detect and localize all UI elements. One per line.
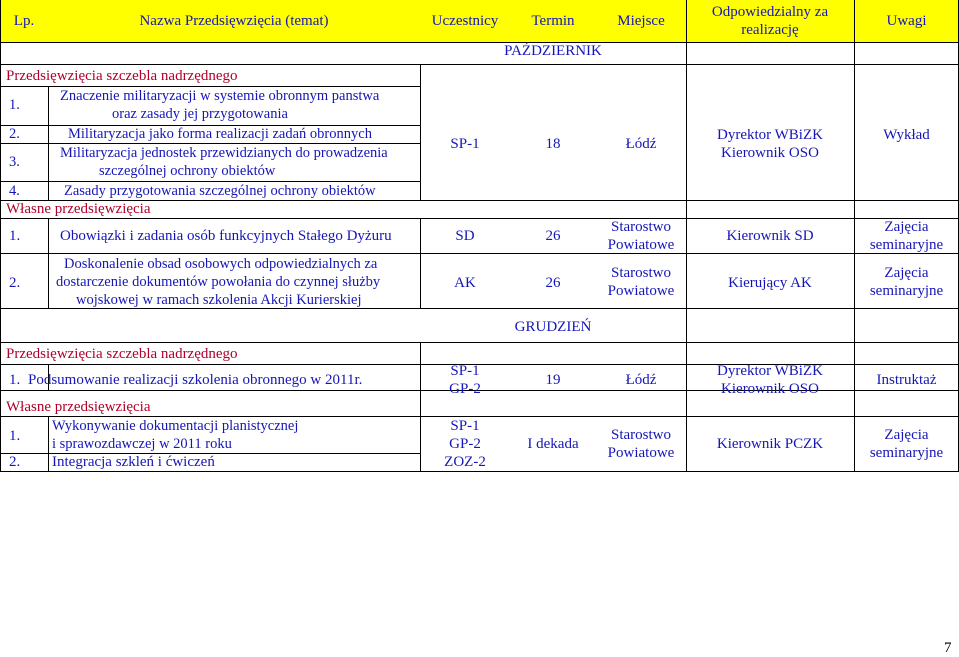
october-item-text: Militaryzacja jako forma realizacji zadań obronnych <box>68 126 372 142</box>
october-item-text: Militaryzacja jednostek przewidzianych do prowadzenia <box>60 145 388 161</box>
grid-hline <box>0 64 959 65</box>
october-higher-date: 18 <box>545 136 561 152</box>
october-own-notes: seminaryjne <box>869 283 944 299</box>
december-own-text: Integracja szkleń i ćwiczeń <box>52 454 215 470</box>
october-own-responsible: Kierujący AK <box>728 275 812 291</box>
december-higher-participants: GP-2 <box>449 381 481 397</box>
grid-hline <box>0 218 959 219</box>
december-item-text: Podsumowanie realizacji szkolenia obronnego w 2011r. <box>28 372 363 388</box>
header-notes: Uwagi <box>886 13 927 29</box>
october-own-place: Powiatowe <box>607 237 675 253</box>
october-item-text: szczególnej ochrony obiektów <box>99 163 276 179</box>
grid-vline <box>48 416 49 472</box>
october-item-num: 4. <box>9 183 20 199</box>
december-item-num: 1. <box>9 372 21 388</box>
december-own-title: Własne przedsięwzięcia <box>6 399 151 415</box>
grid-hline <box>0 253 959 254</box>
october-own-notes: Zajęcia <box>884 265 929 281</box>
october-own-participants: AK <box>454 275 476 291</box>
december-higher-responsible: Kierownik OSO <box>721 381 819 397</box>
december-own-text: Wykonywanie dokumentacji planistycznej <box>52 418 299 434</box>
october-item-num: 3. <box>9 154 20 170</box>
october-higher-place: Łódź <box>625 136 657 152</box>
december-own-participants: GP-2 <box>449 436 481 452</box>
grid-hline <box>0 416 959 417</box>
october-higher-title: Przedsięwzięcia szczebla nadrzędnego <box>6 68 238 84</box>
month-december: GRUDZIEŃ <box>514 319 592 335</box>
october-own-date: 26 <box>545 228 561 244</box>
header-place: Miejsce <box>617 13 665 29</box>
october-item-num: 1. <box>9 97 20 113</box>
october-item-num: 2. <box>9 126 20 142</box>
october-higher-responsible: Dyrektor WBiZK <box>717 127 823 143</box>
october-item-text: Zasady przygotowania szczególnej ochrony obiektów <box>64 183 376 199</box>
header-name: Nazwa Przedsięwzięcia (temat) <box>139 13 329 29</box>
october-higher-participants: SP-1 <box>450 136 480 152</box>
october-own-place: Starostwo <box>611 265 671 281</box>
december-higher-place: Łódź <box>625 372 657 388</box>
october-own-text: Doskonalenie obsad osobowych odpowiedzialnych za <box>64 256 378 272</box>
grid-vline <box>854 0 855 472</box>
december-own-participants: SP-1 <box>450 418 480 434</box>
table-header <box>0 0 959 43</box>
october-higher-responsible: Kierownik OSO <box>721 145 819 161</box>
page-number: 7 <box>944 640 952 656</box>
december-own-num: 1. <box>9 428 21 444</box>
grid-hline <box>0 143 420 144</box>
december-own-place: Starostwo <box>611 427 671 443</box>
grid-hline <box>0 471 959 472</box>
grid-vline <box>48 218 49 308</box>
october-item-text: Znaczenie militaryzacji w systemie obronnym panstwa <box>60 88 380 104</box>
december-own-text: i sprawozdawczej w 2011 roku <box>52 436 232 452</box>
december-own-participants: ZOZ-2 <box>444 454 486 470</box>
december-own-num: 2. <box>9 454 21 470</box>
october-own-notes: Zajęcia <box>884 219 929 235</box>
header-participants: Uczestnicy <box>431 13 499 29</box>
december-own-notes: Zajęcia <box>884 427 929 443</box>
october-own-text: Obowiązki i zadania osób funkcyjnych Stałego Dyżuru <box>60 228 392 244</box>
october-own-title: Własne przedsięwzięcia <box>6 201 151 217</box>
grid-vline <box>0 0 1 472</box>
october-own-num: 2. <box>9 275 21 291</box>
october-own-text: dostarczenie dokumentów powołania do czynnej służby <box>56 274 381 290</box>
october-item-text: oraz zasady jej przygotowania <box>112 106 288 122</box>
october-own-place: Powiatowe <box>607 283 675 299</box>
december-own-responsible: Kierownik PCZK <box>716 436 824 452</box>
december-higher-notes: Instruktaż <box>876 372 937 388</box>
grid-hline <box>0 181 420 182</box>
header-date: Termin <box>531 13 575 29</box>
december-higher-responsible: Dyrektor WBiZK <box>717 363 823 379</box>
grid-hline <box>0 86 420 87</box>
october-own-text: wojskowej w ramach szkolenia Akcji Kurierskiej <box>76 292 362 308</box>
december-own-notes: seminaryjne <box>869 445 944 461</box>
grid-hline <box>0 342 959 343</box>
december-higher-participants: SP-1 <box>450 363 480 379</box>
december-higher-date: 19 <box>545 372 561 388</box>
october-own-num: 1. <box>9 228 21 244</box>
december-own-date: I dekada <box>527 436 579 452</box>
october-own-participants: SD <box>455 228 475 244</box>
october-own-responsible: Kierownik SD <box>726 228 814 244</box>
october-own-place: Starostwo <box>611 219 671 235</box>
october-own-notes: seminaryjne <box>869 237 944 253</box>
header-responsible-1: Odpowiedzialny za <box>711 4 829 20</box>
october-higher-notes: Wykład <box>883 127 930 143</box>
header-responsible-2: realizację <box>741 22 799 38</box>
grid-vline <box>420 64 421 200</box>
december-higher-title: Przedsięwzięcia szczebla nadrzędnego <box>6 346 238 362</box>
month-october: PAŹDZIERNIK <box>504 43 602 59</box>
october-own-date: 26 <box>545 275 561 291</box>
header-lp: Lp. <box>13 13 35 29</box>
december-own-place: Powiatowe <box>607 445 675 461</box>
